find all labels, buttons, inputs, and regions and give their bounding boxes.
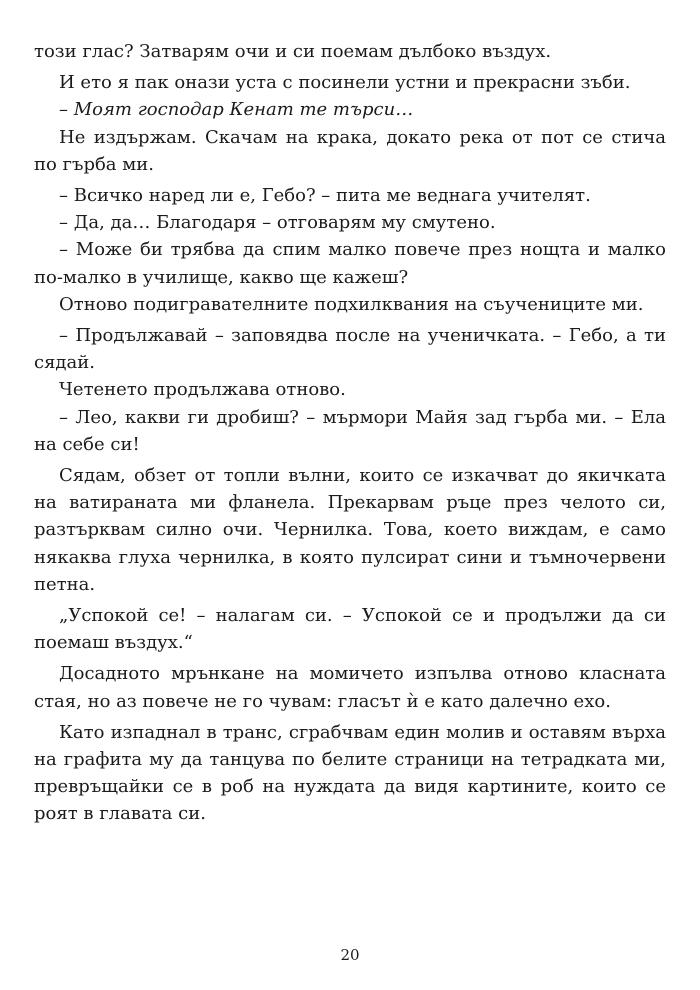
paragraph-4: Не издържам. Скачам на крака, докато река от пот се стича по гърба ми. (34, 126, 666, 175)
paragraph-7: – Може би трябва да спим малко повече през нощта и малко по-малко в училище, какво ще кажеш? (34, 239, 666, 288)
paragraph-10: Четенето продължава отново. (59, 379, 346, 401)
paragraph-2: И ето я пак онази уста с посинели устни и прекрасни зъби. (59, 72, 631, 94)
page-text (34, 38, 666, 828)
paragraph-3: – Моят господар Кенат те търси… (59, 99, 414, 121)
paragraph-9: – Продължавай – заповядва после на ученичката. – Гебо, а ти сядай. (34, 325, 666, 374)
paragraph-8: Отново подигравателните подхилквания на съучениците ми. (59, 293, 644, 315)
paragraph-12: Сядам, обзет от топли вълни, които се изкачват до якичката на ватираната ми фланела. Прекарвам ръце през челото си, разтърквам силно очи. Чернилка. Това, което виждам, е само някаква глуха чернилка, в която пулсират сини и тъмночервени петна. (34, 465, 666, 595)
paragraph-14: Досадното мрънкане на момичето изпълва отново класната стая, но аз повече не го чувам: гласът ѝ е като далечно ехо. (34, 663, 666, 712)
paragraph-15: Като изпаднал в транс, сграбчвам един молив и оставям върха на графита му да танцува по белите страници на тетрадката ми, превръщайки се в роб на нуждата да видя картините, които се роят в главата си. (34, 721, 666, 825)
paragraph-13: „Успокой се! – налагам си. – Успокой се и продължи да си поемаш въздух.“ (34, 605, 666, 654)
paragraph-1: този глас? Затварям очи и си поемам дълбоко въздух. (34, 41, 552, 62)
paragraph-11: – Лео, какви ги дробиш? – мърмори Майя зад гърба ми. – Ела на себе си! (34, 406, 666, 455)
page-number: 20 (340, 946, 360, 964)
paragraph-5: – Всичко наред ли е, Гебо? – пита ме веднага учителят. (59, 185, 591, 207)
paragraph-6: – Да, да… Благодаря – отговарям му смутено. (59, 212, 496, 234)
